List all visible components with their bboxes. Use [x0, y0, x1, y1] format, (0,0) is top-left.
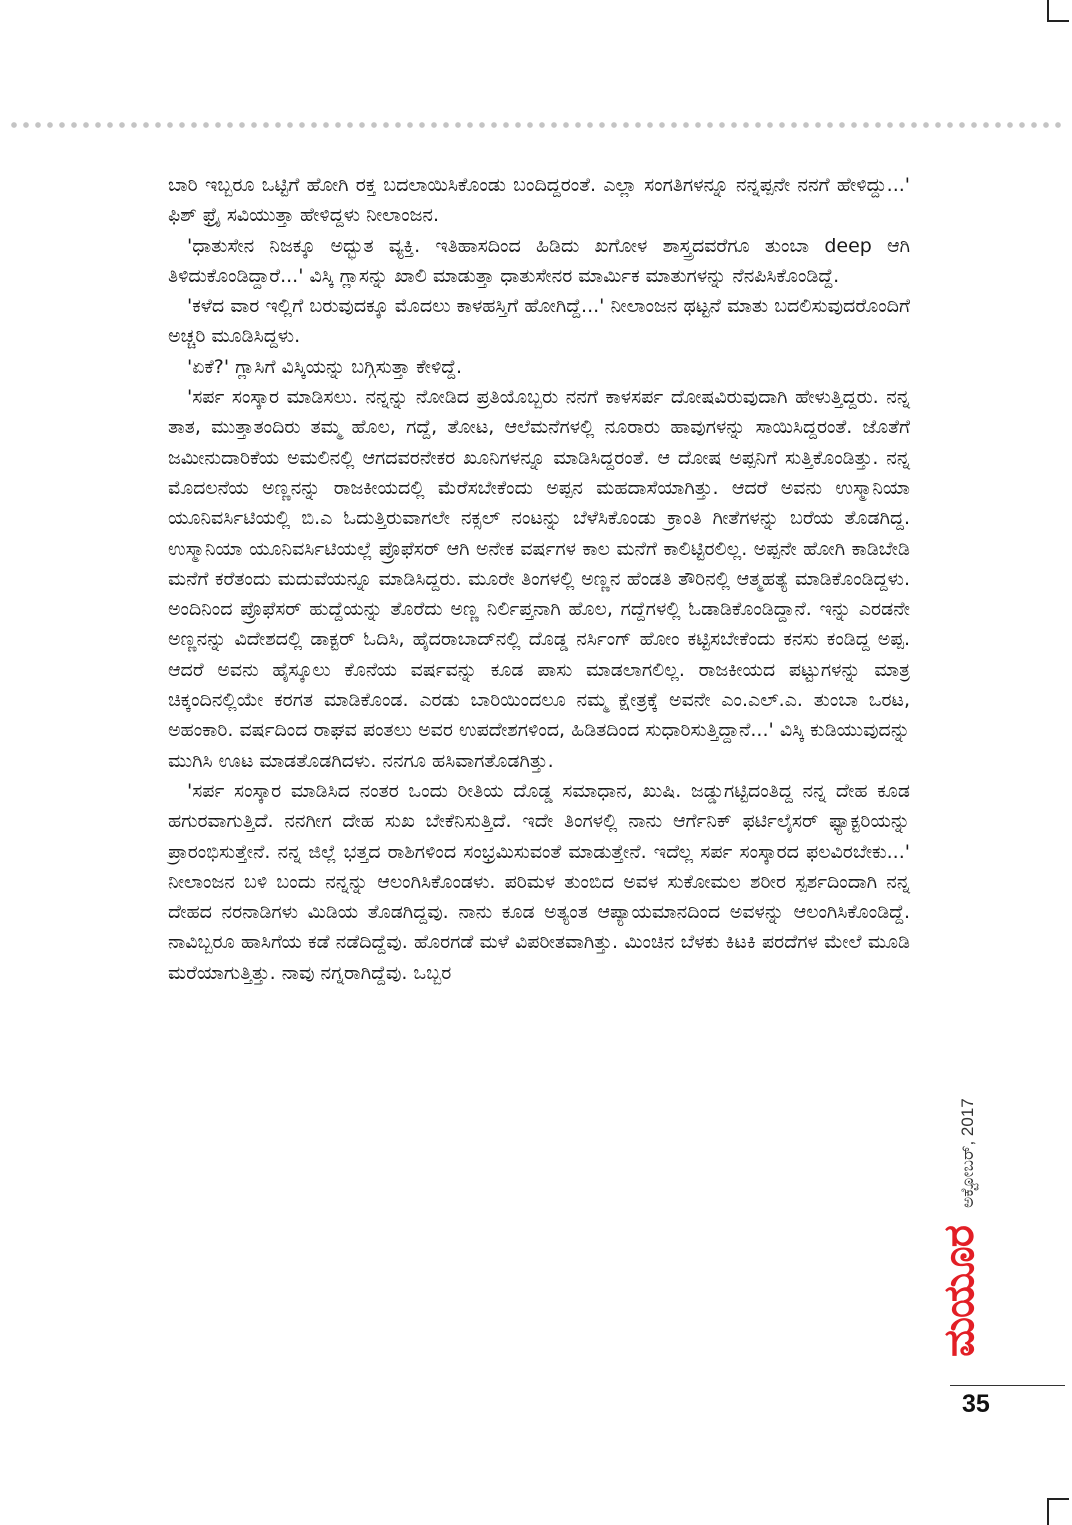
paragraph: 'ಸರ್ಪ ಸಂಸ್ಕಾರ ಮಾಡಿಸಿದ ನಂತರ ಒಂದು ರೀತಿಯ ದೊಡ್ಡ ಸಮಾಧಾನ, ಖುಷಿ. ಜಡ್ಡುಗಟ್ಟಿದಂತಿದ್ದ ನನ್ನ ದೇಹ ಕೂಡ ಹಗುರವಾಗುತ್ತಿದೆ. ನನಗೀಗ ದೇಹ ಸುಖ ಬೇಕೆನಿಸುತ್ತಿದೆ. ಇದೇ ತಿಂಗಳಲ್ಲಿ ನಾನು ಆರ್ಗೆನಿಕ್ ಫರ್ಟಿಲೈಸರ್ ಫ್ಯಾಕ್ಟರಿಯನ್ನು ಪ್ರಾರಂಭಿಸುತ್ತೇನೆ. ನನ್ನ ಜಿಲ್ಲೆ ಭತ್ತದ ರಾಶಿಗಳಿಂದ ಸಂಭ್ರಮಿಸುವಂತೆ ಮಾಡುತ್ತೇನೆ. ಇದೆಲ್ಲ ಸರ್ಪ ಸಂಸ್ಕಾರದ ಫಲವಿರಬೇಕು...' ನೀಲಾಂಜನ ಬಳಿ ಬಂದು ನನ್ನನ್ನು ಆಲಂಗಿಸಿಕೊಂಡಳು. ಪರಿಮಳ ತುಂಬಿದ ಅವಳ ಸುಕೋಮಲ ಶರೀರ ಸ್ಪರ್ಶದಿಂದಾಗಿ ನನ್ನ ದೇಹದ ನರನಾಡಿಗಳು ಮಿಡಿಯ ತೊಡಗಿದ್ದವು. ನಾನು ಕೂಡ ಅತ್ಯಂತ ಆಪ್ಯಾಯಮಾನದಿಂದ ಅವಳನ್ನು ಆಲಂಗಿಸಿಕೊಂಡಿದ್ದೆ. ನಾವಿಬ್ಬರೂ ಹಾಸಿಗೆಯ ಕಡೆ ನಡೆದಿದ್ದೆವು. ಹೊರಗಡೆ ಮಳೆ ವಿಪರೀತವಾಗಿತ್ತು. ಮಿಂಚಿನ ಬೆಳಕು ಕಿಟಕಿ ಪರದೆಗಳ ಮೇಲೆ ಮೂಡಿ ಮರೆಯಾಗುತ್ತಿತ್ತು. ನಾವು ನಗ್ನರಾಗಿದ್ದೆವು. ಒಬ್ಬರ: [168, 779, 910, 984]
crop-mark-bottom-vertical: [1047, 1498, 1049, 1525]
crop-mark-top-horizontal: [1047, 20, 1069, 22]
crop-mark-top-vertical: [1047, 0, 1049, 22]
dotted-separator: [8, 121, 1064, 129]
magazine-logo: ಮಯೂರ: [934, 1226, 983, 1357]
issue-date: ಅಕ್ಟೋಬರ್, 2017: [958, 1098, 977, 1209]
paragraph: 'ಏಕೆ?' ಗ್ಲಾಸಿಗೆ ವಿಸ್ಕಿಯನ್ನು ಬಗ್ಗಿಸುತ್ತಾ ಕೇಳಿದ್ದೆ.: [187, 355, 463, 378]
folio-rule: [950, 1385, 1065, 1386]
paragraph: 'ಸರ್ಪ ಸಂಸ್ಕಾರ ಮಾಡಿಸಲು. ನನ್ನನ್ನು ನೋಡಿದ ಪ್ರತಿಯೊಬ್ಬರು ನನಗೆ ಕಾಳಸರ್ಪ ದೋಷವಿರುವುದಾಗಿ ಹೇಳುತ್ತಿದ್ದರು. ನನ್ನ ತಾತ, ಮುತ್ತಾತಂದಿರು ತಮ್ಮ ಹೊಲ, ಗದ್ದೆ, ತೋಟ, ಆಲೆಮನೆಗಳಲ್ಲಿ ನೂರಾರು ಹಾವುಗಳನ್ನು ಸಾಯಿಸಿದ್ದರಂತೆ. ಜೊತೆಗೆ ಜಮೀನುದಾರಿಕೆಯ ಅಮಲಿನಲ್ಲಿ ಆಗದವರನೇಕರ ಖೂನಿಗಳನ್ನೂ ಮಾಡಿಸಿದ್ದರಂತೆ. ಆ ದೋಷ ಅಪ್ಪನಿಗೆ ಸುತ್ತಿಕೊಂಡಿತ್ತು. ನನ್ನ ಮೊದಲನೆಯ ಅಣ್ಣನನ್ನು ರಾಜಕೀಯದಲ್ಲಿ ಮೆರೆಸಬೇಕೆಂದು ಅಪ್ಪನ ಮಹದಾಸೆಯಾಗಿತ್ತು. ಆದರೆ ಅವನು ಉಸ್ಮಾನಿಯಾ ಯೂನಿವರ್ಸಿಟಿಯಲ್ಲಿ ಬಿ.ಎ ಓದುತ್ತಿರುವಾಗಲೇ ನಕ್ಸಲ್ ನಂಟನ್ನು ಬೆಳೆಸಿಕೊಂಡು ಕ್ರಾಂತಿ ಗೀತೆಗಳನ್ನು ಬರೆಯ ತೊಡಗಿದ್ದ. ಉಸ್ಮಾನಿಯಾ ಯೂನಿವರ್ಸಿಟಿಯಲ್ಲೆ ಪ್ರೊಫೆಸರ್ ಆಗಿ ಅನೇಕ ವರ್ಷಗಳ ಕಾಲ ಮನೆಗೆ ಕಾಲಿಟ್ಟಿರಲಿಲ್ಲ. ಅಪ್ಪನೇ ಹೋಗಿ ಕಾಡಿಬೇಡಿ ಮನೆಗೆ ಕರೆತಂದು ಮದುವೆಯನ್ನೂ ಮಾಡಿಸಿದ್ದರು. ಮೂರೇ ತಿಂಗಳಲ್ಲಿ ಅಣ್ಣನ ಹೆಂಡತಿ ತೌರಿನಲ್ಲಿ ಆತ್ಮಹತ್ಯೆ ಮಾಡಿಕೊಂಡಿದ್ದಳು. ಅಂದಿನಿಂದ ಪ್ರೊಫೆಸರ್ ಹುದ್ದೆಯನ್ನು ತೊರೆದು ಅಣ್ಣ ನಿರ್ಲಿಪ್ತನಾಗಿ ಹೊಲ, ಗದ್ದೆಗಳಲ್ಲಿ ಓಡಾಡಿಕೊಂಡಿದ್ದಾನೆ. ಇನ್ನು ಎರಡನೇ ಅಣ್ಣನನ್ನು ವಿದೇಶದಲ್ಲಿ ಡಾಕ್ಟರ್ ಓದಿಸಿ, ಹೈದರಾಬಾದ್‌ನಲ್ಲಿ ದೊಡ್ಡ ನರ್ಸಿಂಗ್ ಹೋಂ ಕಟ್ಟಿಸಬೇಕೆಂದು ಕನಸು ಕಂಡಿದ್ದ ಅಪ್ಪ. ಆದರೆ ಅವನು ಹೈಸ್ಕೂಲು ಕೊನೆಯ ವರ್ಷವನ್ನು ಕೂಡ ಪಾಸು ಮಾಡಲಾಗಲಿಲ್ಲ. ರಾಜಕೀಯದ ಪಟ್ಟುಗಳನ್ನು ಮಾತ್ರ ಚಿಕ್ಕಂದಿನಲ್ಲಿಯೇ ಕರಗತ ಮಾಡಿಕೊಂಡ. ಎರಡು ಬಾರಿಯಿಂದಲೂ ನಮ್ಮ ಕ್ಷೇತ್ರಕ್ಕೆ ಅವನೇ ಎಂ.ಎಲ್.ಎ. ತುಂಬಾ ಒರಟ, ಅಹಂಕಾರಿ. ವರ್ಷದಿಂದ ರಾಘವ ಪಂತಲು ಅವರ ಉಪದೇಶಗಳಿಂದ, ಹಿಡಿತದಿಂದ ಸುಧಾರಿಸುತ್ತಿದ್ದಾನೆ...' ವಿಸ್ಕಿ ಕುಡಿಯುವುದನ್ನು ಮುಗಿಸಿ ಊಟ ಮಾಡತೊಡಗಿದಳು. ನನಗೂ ಹಸಿವಾಗತೊಡಗಿತ್ತು.: [168, 386, 910, 772]
paragraph: ಬಾರಿ ಇಬ್ಬರೂ ಒಟ್ಟಿಗೆ ಹೋಗಿ ರಕ್ತ ಬದಲಾಯಿಸಿಕೊಂಡು ಬಂದಿದ್ದರಂತೆ. ಎಲ್ಲಾ ಸಂಗತಿಗಳನ್ನೂ ನನ್ನಪ್ಪನೇ ನನಗೆ ಹೇಳಿದ್ದು...' ಫಿಶ್ ಫ್ರೈ ಸವಿಯುತ್ತಾ ಹೇಳಿದ್ದಳು ನೀಲಾಂಜನ.: [168, 174, 910, 227]
crop-mark-bottom-horizontal: [1047, 1498, 1069, 1500]
masthead-vertical: [934, 1098, 983, 1357]
paragraph: 'ಕಳೆದ ವಾರ ಇಲ್ಲಿಗೆ ಬರುವುದಕ್ಕೂ ಮೊದಲು ಕಾಳಹಸ್ತಿಗೆ ಹೋಗಿದ್ದೆ...' ನೀಲಾಂಜನ ಥಟ್ಟನೆ ಮಾತು ಬದಲಿಸುವುದರೊಂದಿಗೆ ಅಚ್ಚರಿ ಮೂಡಿಸಿದ್ದಳು.: [168, 295, 910, 348]
page-number: 35: [962, 1390, 990, 1418]
article-body: [168, 170, 910, 988]
paragraph: 'ಧಾತುಸೇನ ನಿಜಕ್ಕೂ ಅದ್ಭುತ ವ್ಯಕ್ತಿ. ಇತಿಹಾಸದಿಂದ ಹಿಡಿದು ಖಗೋಳ ಶಾಸ್ತ್ರದವರೆಗೂ ತುಂಬಾ deep ಆಗಿ ತಿಳಿದುಕೊಂಡಿದ್ದಾರೆ...' ವಿಸ್ಕಿ ಗ್ಲಾಸನ್ನು ಖಾಲಿ ಮಾಡುತ್ತಾ ಧಾತುಸೇನರ ಮಾರ್ಮಿಕ ಮಾತುಗಳನ್ನು ನೆನಪಿಸಿಕೊಂಡಿದ್ದೆ.: [168, 234, 910, 287]
